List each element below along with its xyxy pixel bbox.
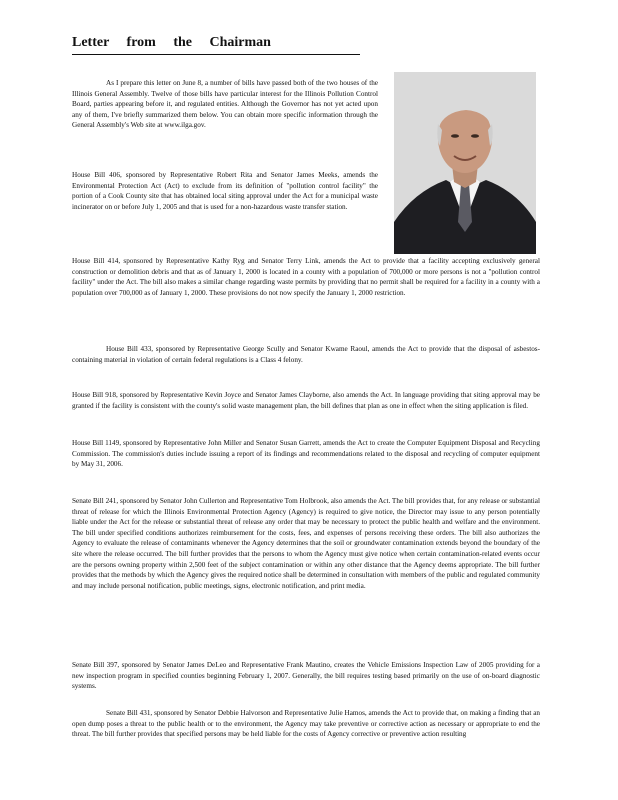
page-title: Letter from the Chairman <box>72 34 360 55</box>
paragraph-hb406: House Bill 406, sponsored by Representative Robert Rita and Senator James Meeks, amends the Environmental Protection Act (Act) to exclude from its definition of "pollution control facility" the portion of a Cook County site that has obtained local siting approval under the Act for a municipal waste incinerator on or before July 1, 2005 and that is used for a non-hazardous waste transfer station. <box>72 171 378 211</box>
intro-paragraph: As I prepare this letter on June 8, a number of bills have passed both of the two houses of the Illinois General Assembly. Twelve of those bills have particular interest for the Illinois Pollution Control Board, parties appearing before it, and regulated entities. Although the Governor has not yet acted upon any of them, I've briefly summarized them below. You can obtain more specific information through the General Assembly's Web site at www.ilga.gov. <box>72 79 378 130</box>
paragraph-hb1149: House Bill 1149, sponsored by Representative John Miller and Senator Susan Garrett, amends the Act to create the Computer Equipment Disposal and Recycling Commission. The commission's duties include issuing a report of its findings and recommendations related to the disposal and recycling of computer equipment by May 31, 2006. <box>72 439 540 469</box>
portrait-image <box>394 72 536 254</box>
paragraph-hb414: House Bill 414, sponsored by Representative Kathy Ryg and Senator Terry Link, amends the Act to provide that a facility accepting exclusively general construction or demolition debris and that as of January 1, 2000 is located in a county with a population of 700,000 or more persons is not a "pollution control facility" under the Act. The bill also makes a similar change regarding waste permits by providing that no permit shall be required for a facility in a county with a population over 700,000 as of January 1, 2000. These provisions do not now specify the January 1, 2000 restriction. <box>72 257 540 297</box>
paragraph-hb918: House Bill 918, sponsored by Representative Kevin Joyce and Senator James Clayborne, also amends the Act. In language providing that siting approval may be granted if the facility is consistent with the county's solid waste management plan, the bill defines that plan as one in effect when the siting application is filed. <box>72 391 540 410</box>
chairman-photo <box>394 72 536 254</box>
paragraph-hb433: House Bill 433, sponsored by Representative George Scully and Senator Kwame Raoul, amends the Act to provide that the disposal of asbestos-containing material in violation of certain federal regulations is a Class 4 felony. <box>72 345 540 364</box>
paragraph-sb241: Senate Bill 241, sponsored by Senator John Cullerton and Representative Tom Holbrook, also amends the Act. The bill provides that, for any release or substantial threat of release for which the Illinois Environmental Protection Agency (Agency) is required to give notice, the Director may issue to any person potentially liable under the Act for the release or substantial threat of release any order that may be necessary to protect the public health and welfare and the environment. The bill under specified conditions authorizes reimbursement for the costs, fees, and expenses of persons receiving these orders. The bill also authorizes the Agency to evaluate the release of contaminants whenever the Agency determines that the soil or groundwater contamination extends beyond the boundary of the site where the release occurred. The bill further provides that the persons to whom the Agency must give notice when certain contamination-related events occur are the persons owning property within 2,500 feet of the subject contamination or within any other distance that the Agency deems appropriate. The bill further provides that the methods by which the Agency gives the required notice shall be determined in consultation with members of the public and regulated community and may include personal notification, public meetings, signs, electronic notification, and print media. <box>72 497 540 590</box>
paragraph-sb431: Senate Bill 431, sponsored by Senator Debbie Halvorson and Representative Julie Hamos, amends the Act to provide that, on making a finding that an open dump poses a threat to the public health or to the environment, the Agency may take preventive or corrective action as necessary or appropriate to end the threat. The bill further provides that specified persons may be held liable for the costs of Agency corrective or preventive action resulting <box>72 709 540 739</box>
paragraph-sb397: Senate Bill 397, sponsored by Senator James DeLeo and Representative Frank Mautino, creates the Vehicle Emissions Inspection Law of 2005 providing for a new inspection program in specified counties beginning February 1, 2007. Generally, the bill requires testing based primarily on the use of on-board diagnostic systems. <box>72 661 540 691</box>
